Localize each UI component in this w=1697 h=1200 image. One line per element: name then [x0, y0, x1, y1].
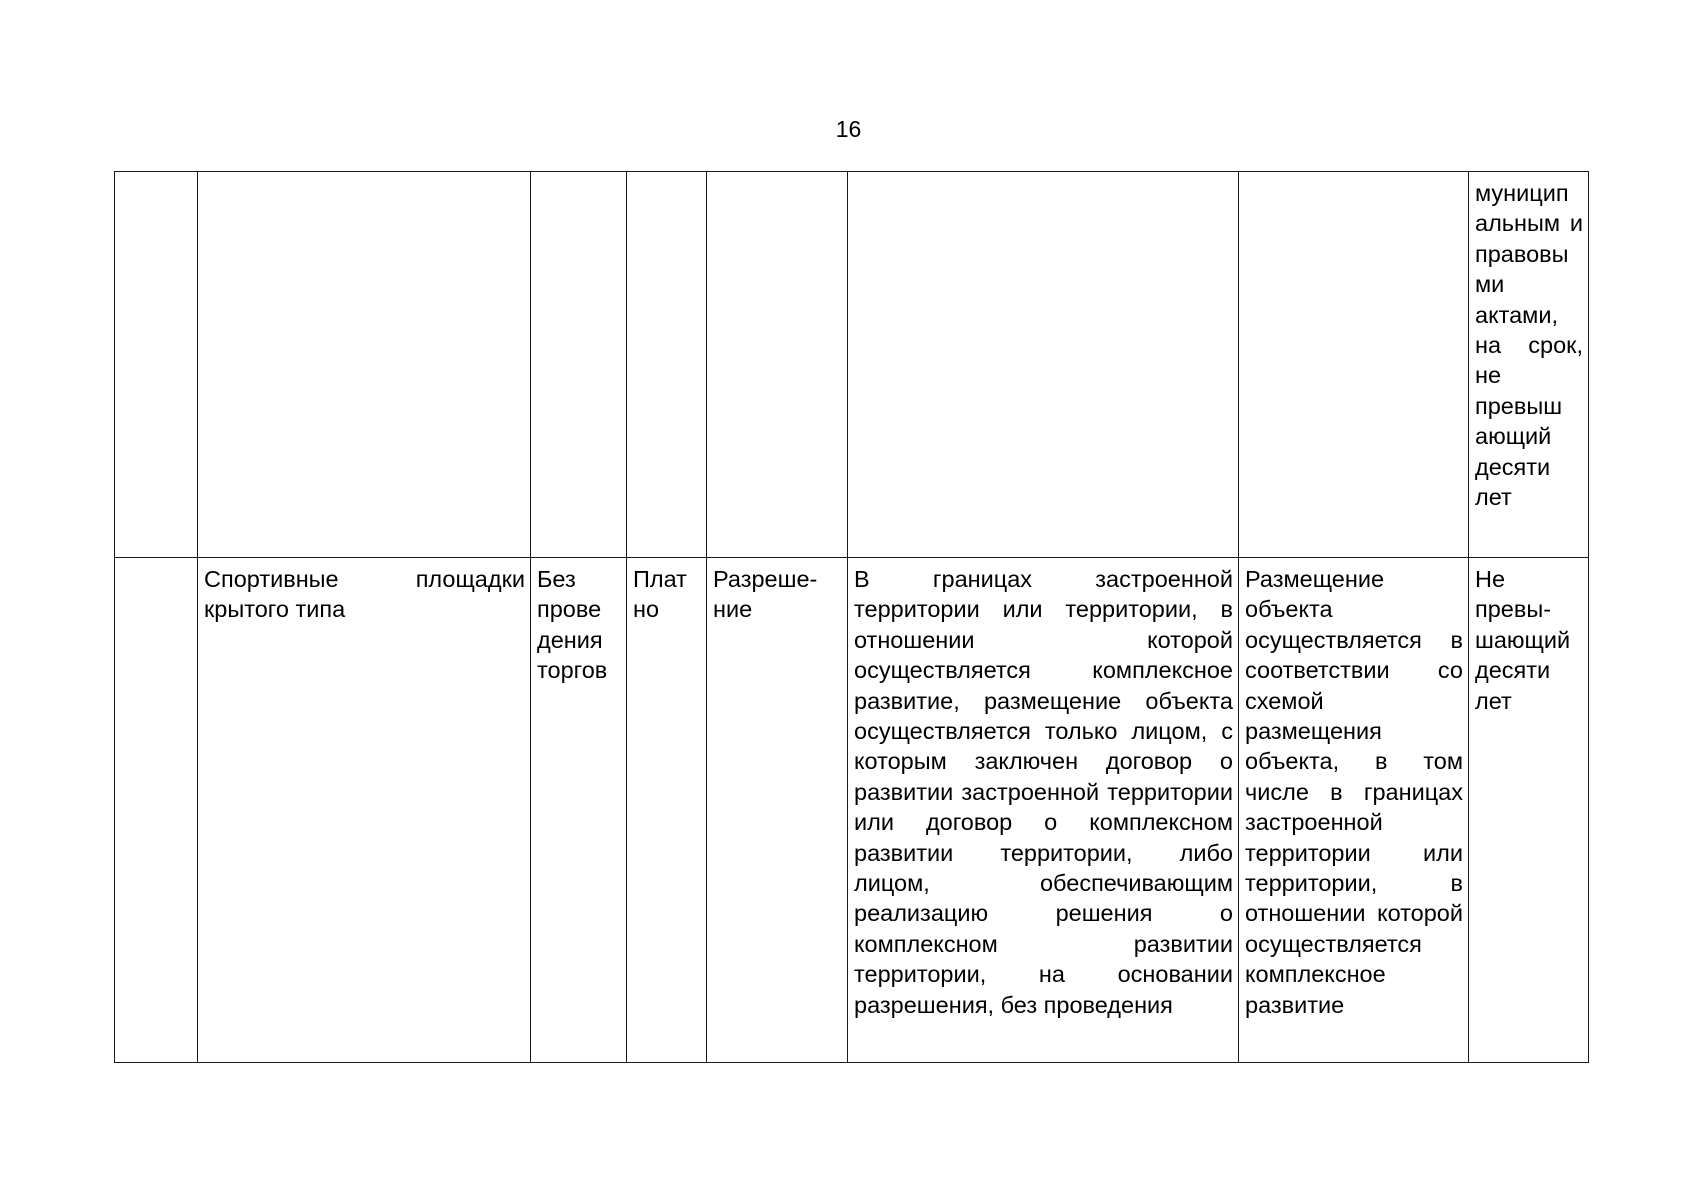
cell-document-type: Разреше- ние — [707, 558, 848, 1063]
document-table — [114, 171, 1589, 1063]
cell-term: муницип альным и правовы ми актами, на срок, не превыш ающий десяти лет — [1469, 172, 1589, 558]
cell-procedure: Без прове дения торгов — [531, 558, 627, 1063]
cell-conditions — [848, 172, 1239, 558]
page-number: 16 — [835, 116, 862, 142]
cell-placement — [1239, 172, 1469, 558]
table-row — [115, 558, 1589, 1063]
cell-payment — [627, 172, 707, 558]
cell-conditions: В границах застроенной территории или территории, в отношении которой осуществляется комплексное развитие, размещение объекта осуществляется только лицом, с которым заключен договор о развитии застроенной территории или договор о комплексном развитии территории, либо лицом, обеспечивающим реализацию решения о комплексном развитии территории, на основании разрешения, без проведения — [848, 558, 1239, 1063]
table-row-continued — [115, 172, 1589, 558]
cell-number — [115, 558, 198, 1063]
cell-payment: Плат но — [627, 558, 707, 1063]
cell-procedure — [531, 172, 627, 558]
cell-object-name — [198, 172, 531, 558]
cell-number — [115, 172, 198, 558]
cell-object-name: Спортивные площадки крытого типа — [198, 558, 531, 1063]
cell-document-type — [707, 172, 848, 558]
cell-term: Не превы- шающий десяти лет — [1469, 558, 1589, 1063]
cell-placement: Размещение объекта осуществляется в соответствии со схемой размещения объекта, в том числе в границах застроенной территории или территории, в отношении которой осуществляется комплексное развитие — [1239, 558, 1469, 1063]
